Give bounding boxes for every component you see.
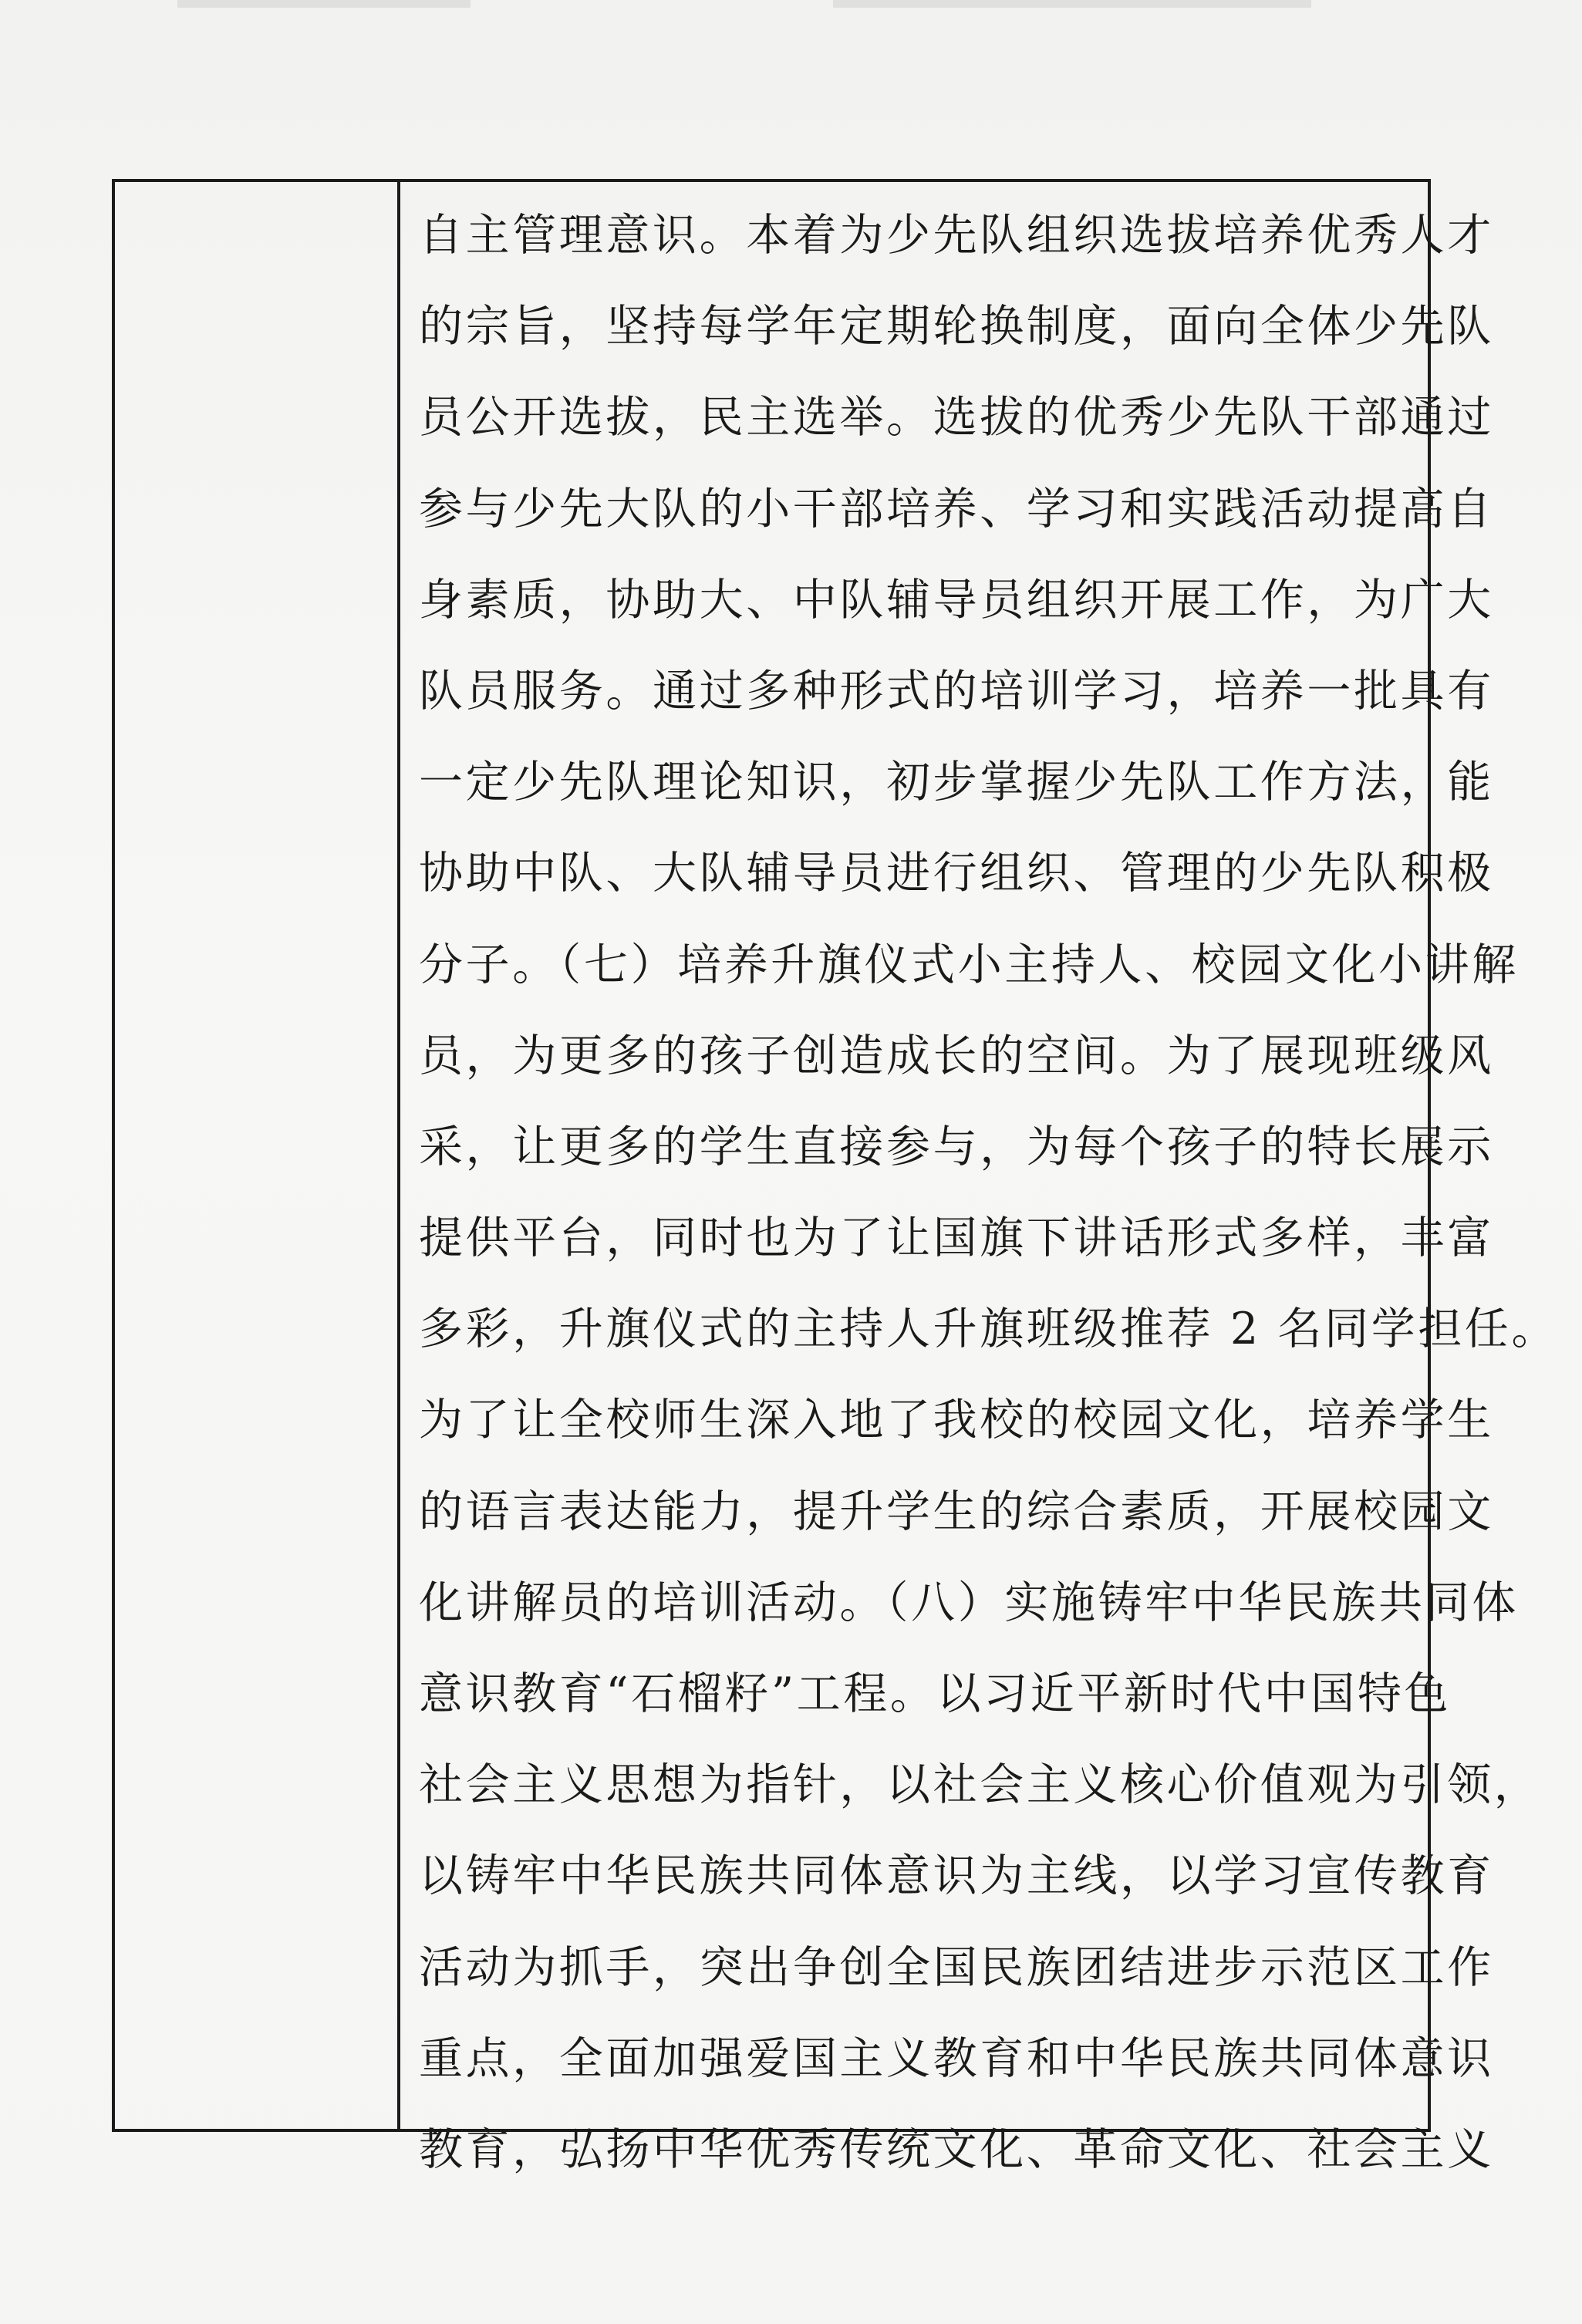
table-text-cell <box>403 182 1559 2175</box>
text-line: 为了让全校师生深入地了我校的校园文化，培养学生 <box>419 1395 1494 1446</box>
text-line: 多彩，升旗仪式的主持人升旗班级推荐 2 名同学担任。 <box>419 1304 1559 1355</box>
text-line: 采，让更多的学生直接参与，为每个孩子的特长展示 <box>419 1121 1494 1172</box>
text-line: 分子。（七）培养升旗仪式小主持人、校园文化小讲解 <box>419 939 1519 990</box>
text-line: 队员服务。通过多种形式的培训学习，培养一批具有 <box>419 665 1494 717</box>
text-line: 协助中队、大队辅导员进行组织、管理的少先队积极 <box>419 848 1494 899</box>
text-line: 的语言表达能力，提升学生的综合素质，开展校园文 <box>419 1486 1494 1537</box>
text-line: 以铸牢中华民族共同体意识为主线，以学习宣传教育 <box>419 1850 1494 1902</box>
text-line: 员，为更多的孩子创造成长的空间。为了展现班级风 <box>419 1030 1494 1081</box>
text-line: 一定少先队理论知识，初步掌握少先队工作方法，能 <box>419 757 1494 808</box>
table-left-cell <box>115 182 400 2129</box>
text-line: 的宗旨，坚持每学年定期轮换制度，面向全体少先队 <box>419 301 1494 352</box>
document-table <box>112 179 1559 2175</box>
text-line: 提供平台，同时也为了让国旗下讲话形式多样，丰富 <box>419 1213 1494 1264</box>
text-line: 活动为抓手，突出争创全国民族团结进步示范区工作 <box>419 1941 1494 1993</box>
text-line: 意识教育“石榴籽”工程。以习近平新时代中国特色 <box>419 1668 1452 1719</box>
scan-artifact <box>177 0 471 8</box>
scan-artifact <box>833 0 1311 8</box>
text-line: 化讲解员的培训活动。（八）实施铸牢中华民族共同体 <box>419 1577 1519 1628</box>
text-line: 重点，全面加强爱国主义教育和中华民族共同体意识 <box>419 2032 1494 2084</box>
text-line: 身素质，协助大、中队辅导员组织开展工作，为广大 <box>419 574 1494 626</box>
text-line: 员公开选拔，民主选举。选拔的优秀少先队干部通过 <box>419 392 1494 444</box>
text-line: 自主管理意识。本着为少先队组织选拔培养优秀人才 <box>419 210 1494 261</box>
text-line: 参与少先大队的小干部培养、学习和实践活动提高自 <box>419 483 1494 535</box>
text-line: 教育，弘扬中华优秀传统文化、革命文化、社会主义 <box>419 2123 1494 2175</box>
text-line: 社会主义思想为指针，以社会主义核心价值观为引领， <box>419 1759 1541 1811</box>
